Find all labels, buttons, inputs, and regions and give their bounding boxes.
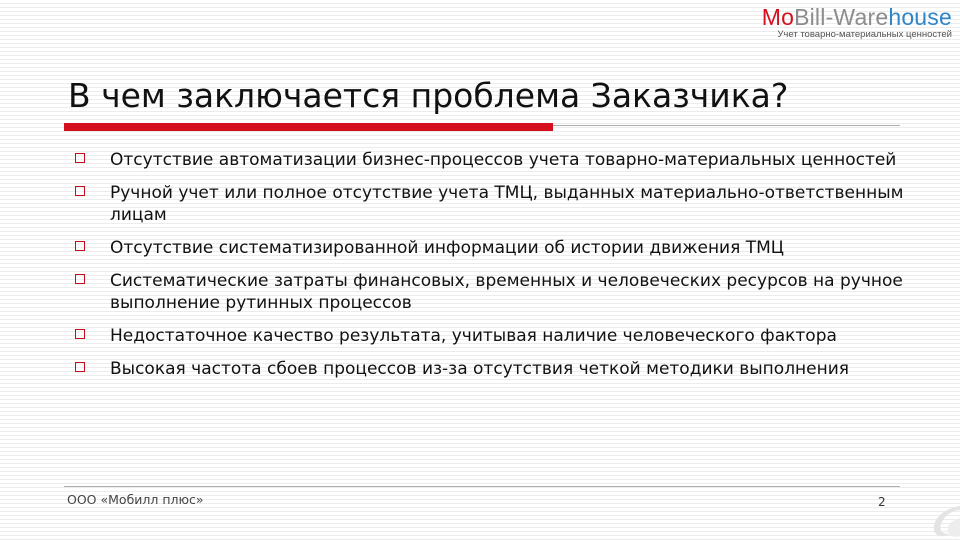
list-item	[72, 358, 912, 380]
swirl-decoration-icon	[924, 500, 960, 540]
slide-title: В чем заключается проблема Заказчика?	[68, 76, 789, 115]
logo-part-mo: Mo	[761, 4, 795, 30]
list-item	[72, 149, 912, 171]
list-item	[72, 237, 912, 259]
logo-subtitle: Учет товарно-материальных ценностей	[777, 29, 952, 40]
square-outline-icon	[75, 362, 85, 372]
square-outline-icon	[75, 153, 85, 163]
list-item	[72, 270, 912, 314]
list-item-text: Отсутствие автоматизации бизнес-процессов учета товарно-материальных ценностей	[110, 150, 897, 170]
list-item	[72, 182, 912, 226]
list-item-text: Систематические затраты финансовых, временных и человеческих ресурсов на ручное выполнение рутинных процессов	[110, 271, 903, 313]
brand-logo	[762, 4, 952, 40]
square-outline-icon	[75, 241, 85, 251]
page-number: 2	[878, 495, 886, 509]
square-outline-icon	[75, 274, 85, 284]
list-item-text: Ручной учет или полное отсутствие учета ТМЦ, выданных материально-ответственным лицам	[110, 183, 904, 225]
list-item-text: Недостаточное качество результата, учитывая наличие человеческого фактора	[110, 326, 837, 346]
problem-list	[72, 149, 912, 391]
footer-company: ООО «Мобилл плюс»	[67, 492, 204, 507]
footer-rule	[64, 486, 900, 487]
logo-wordmark	[762, 4, 952, 30]
square-outline-icon	[75, 329, 85, 339]
logo-part-bill: Bill	[794, 4, 826, 30]
square-outline-icon	[75, 186, 85, 196]
list-item	[72, 325, 912, 347]
logo-part-house: house	[888, 4, 952, 30]
title-accent-bar	[64, 123, 553, 131]
logo-part-ware: -Ware	[825, 4, 889, 30]
list-item-text: Отсутствие систематизированной информации об истории движения ТМЦ	[110, 238, 784, 258]
list-item-text: Высокая частота сбоев процессов из-за отсутствия четкой методики выполнения	[110, 359, 850, 379]
